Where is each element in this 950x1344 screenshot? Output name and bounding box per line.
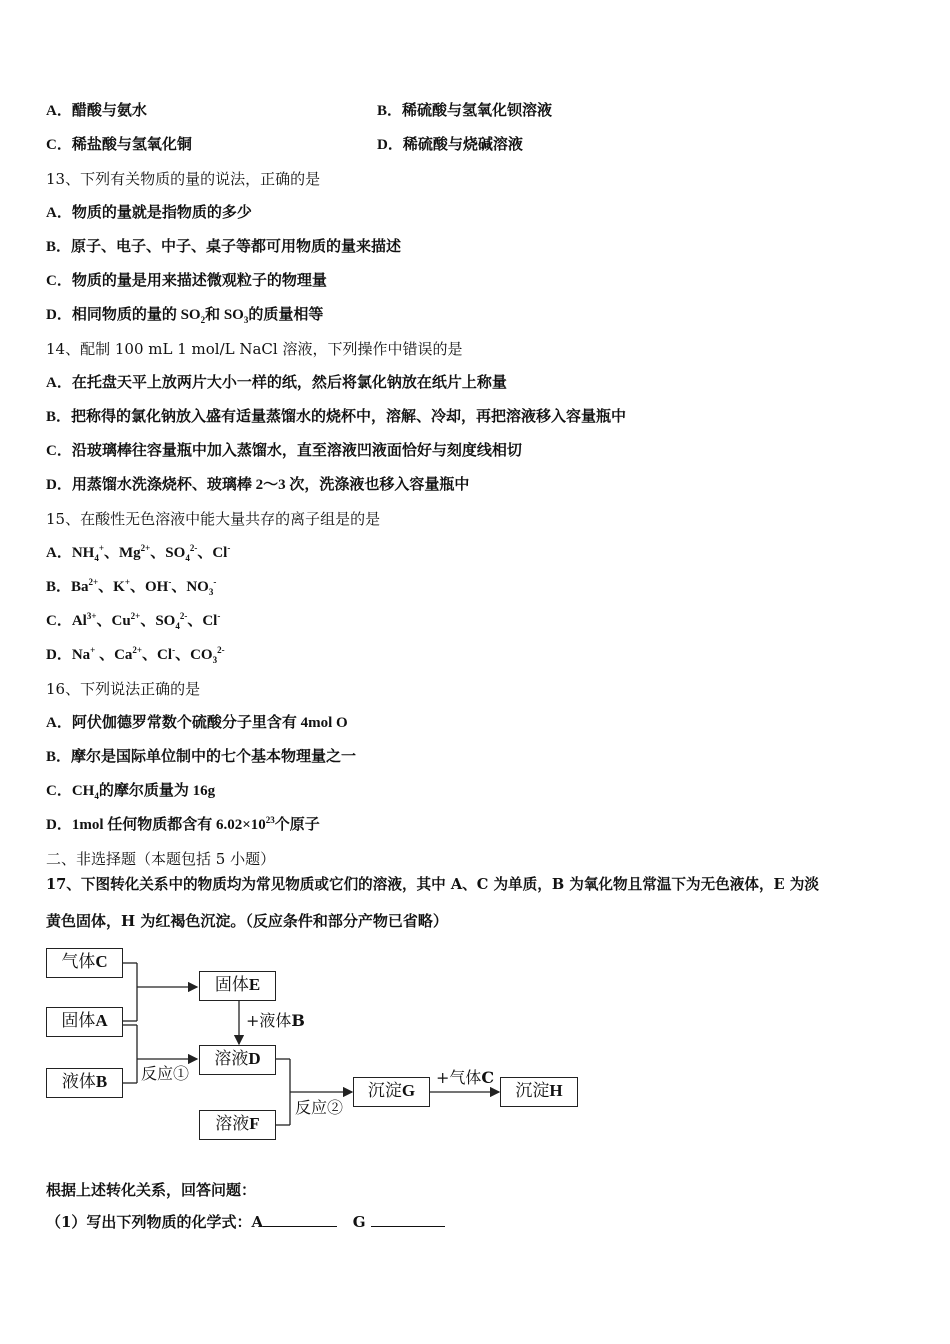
q15-option-c: C．$Al^{3+}$、$Cu^{2+}$、$SO_4^{2-}$、Cl- xyxy=(46,611,221,631)
q15-option-d: D．Na+ 、$Ca^{2+}$、Cl-、$CO_3^{2-}$ xyxy=(46,645,225,665)
q16-option-a: A．阿伏伽德罗常数个硫酸分子里含有 4mol O xyxy=(46,715,348,731)
box-solution-d: 溶液D xyxy=(199,1045,276,1075)
q16-option-d: D．1mol 任何物质都含有 $6.02\times 10^{23}$个原子 xyxy=(46,815,320,833)
box-solid-e: 固体E xyxy=(199,971,276,1001)
q13-option-a: A．物质的量就是指物质的多少 xyxy=(46,205,252,221)
q17-stem-line1: 17、下图转化关系中的物质均为常见物质或它们的溶液，其中 A、C 为单质，B 为氧化物且常温下为无色液体，E 为淡 xyxy=(46,876,819,893)
section-two-heading: 二、非选择题（本题包括 5 小题） xyxy=(46,850,276,868)
box-gas-c: 气体C xyxy=(46,948,123,978)
q12-option-a: A．醋酸与氨水 xyxy=(46,103,147,119)
q17-sub1: （1）写出下列物质的化学式：A G xyxy=(46,1212,445,1232)
q12-option-c: C．稀盐酸与氢氧化铜 xyxy=(46,137,192,153)
q15-option-a: A．$NH_4^+$、$Mg^{2+}$、$SO_4^{2-}$、Cl- xyxy=(46,543,231,563)
q13-stem: 13、下列有关物质的量的说法，正确的是 xyxy=(46,170,321,188)
label-plus-gas-c: +气体C xyxy=(436,1068,495,1087)
label-reaction-2: 反应② xyxy=(295,1098,344,1117)
box-precipitate-g: 沉淀G xyxy=(353,1077,430,1107)
box-solution-f: 溶液F xyxy=(199,1110,276,1140)
q14-option-b: B．把称得的氯化钠放入盛有适量蒸馏水的烧杯中，溶解、冷却，再把溶液移入容量瓶中 xyxy=(46,409,627,425)
q14-option-a: A．在托盘天平上放两片大小一样的纸，然后将氯化钠放在纸片上称量 xyxy=(46,375,507,391)
q13-option-d: D．相同物质的量的 $SO_2$和 $SO_3$的质量相等 xyxy=(46,307,324,325)
q14-option-c: C．沿玻璃棒往容量瓶中加入蒸馏水，直至溶液凹液面恰好与刻度线相切 xyxy=(46,443,522,459)
answer-blank-g[interactable] xyxy=(371,1212,445,1227)
q14-stem: 14、配制 100 mL 1 mol/L NaCl 溶液，下列操作中错误的是 xyxy=(46,340,463,358)
box-liquid-b: 液体B xyxy=(46,1068,123,1098)
answer-blank-a[interactable] xyxy=(263,1212,337,1227)
box-precipitate-h: 沉淀H xyxy=(500,1077,578,1107)
q17-stem-line2: 黄色固体，H 为红褐色沉淀。（反应条件和部分产物已省略） xyxy=(46,912,448,930)
q15-option-b: B．$Ba^{2+}$、K+、OH-、$NO_3^-$ xyxy=(46,577,217,597)
label-plus-liquid-b: +液体B xyxy=(246,1011,305,1030)
q16-option-c: C．$CH_4$的摩尔质量为 16g xyxy=(46,783,216,801)
q12-option-b: B．稀硫酸与氢氧化钡溶液 xyxy=(377,103,553,119)
label-reaction-1: 反应① xyxy=(141,1064,190,1083)
box-solid-a: 固体A xyxy=(46,1007,123,1037)
q14-option-d: D．用蒸馏水洗涤烧杯、玻璃棒 2～3 次，洗涤液也移入容量瓶中 xyxy=(46,477,470,493)
q13-option-b: B．原子、电子、中子、桌子等都可用物质的量来描述 xyxy=(46,239,402,255)
q16-option-b: B．摩尔是国际单位制中的七个基本物理量之一 xyxy=(46,749,357,765)
q13-option-c: C．物质的量是用来描述微观粒子的物理量 xyxy=(46,273,327,289)
q15-stem: 15、在酸性无色溶液中能大量共存的离子组是的是 xyxy=(46,510,381,528)
q17-followup: 根据上述转化关系，回答问题： xyxy=(46,1181,257,1199)
q16-stem: 16、下列说法正确的是 xyxy=(46,680,201,698)
q12-option-d: D．稀硫酸与烧碱溶液 xyxy=(377,137,523,153)
